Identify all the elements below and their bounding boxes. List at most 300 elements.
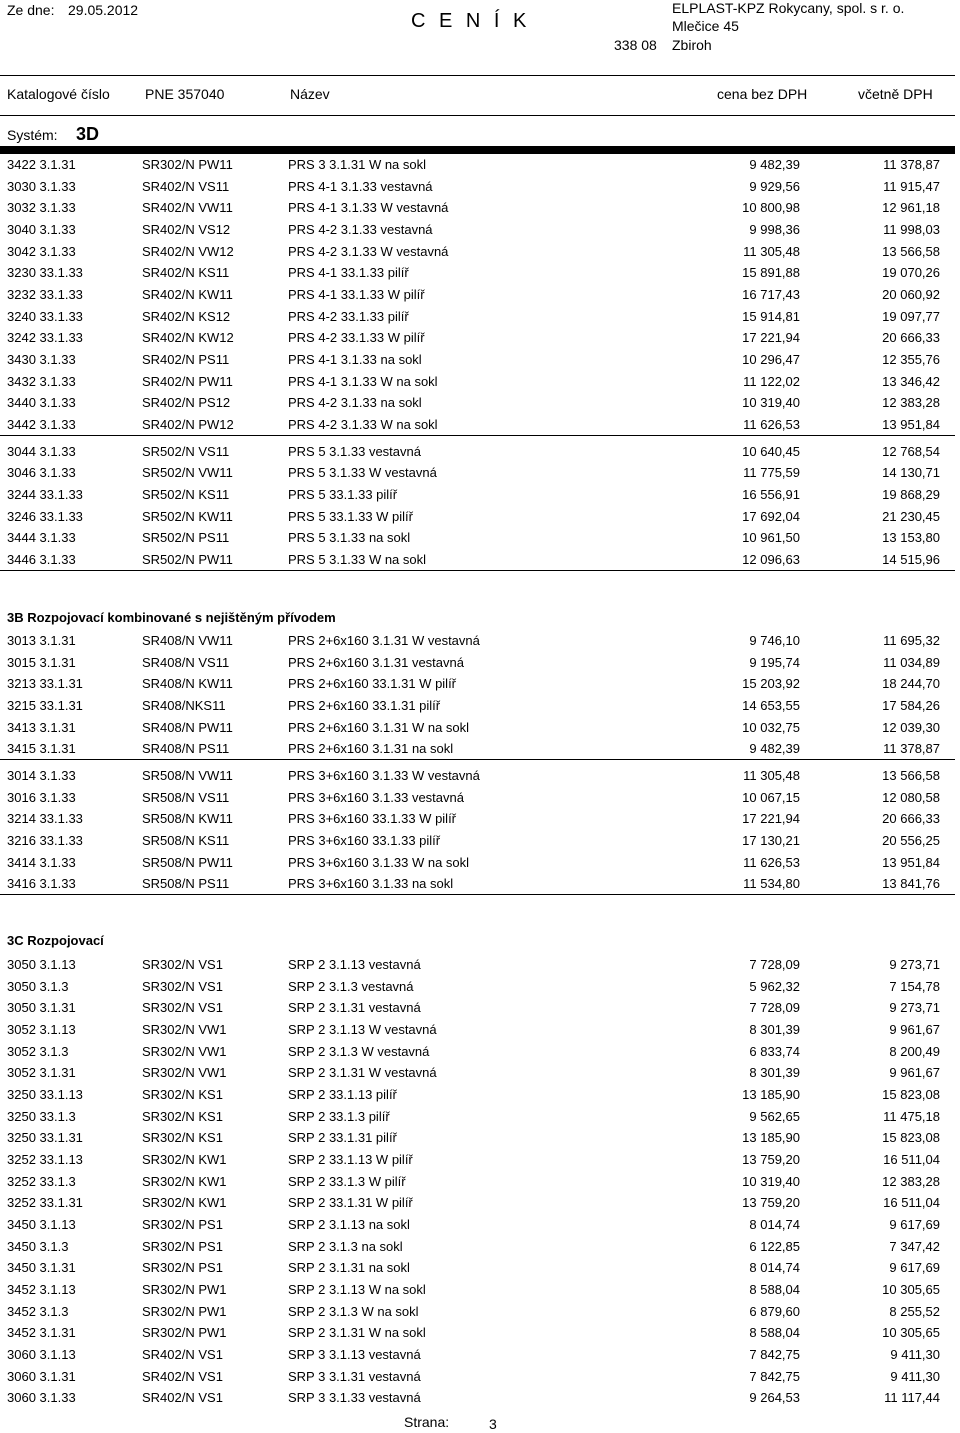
catalog-number: 3060 3.1.13 [7, 1346, 76, 1362]
price-net: 11 626,53 [743, 854, 800, 870]
catalog-number: 3213 33.1.31 [7, 676, 83, 692]
standard-code: SR508/N VS11 [142, 789, 230, 805]
price-net: 17 130,21 [742, 832, 800, 848]
catalog-number: 3440 3.1.33 [7, 395, 76, 411]
table-row [0, 1301, 955, 1322]
catalog-number: 3016 3.1.33 [7, 789, 76, 805]
price-vat: 12 080,58 [882, 789, 940, 805]
product-name: SRP 2 3.1.13 W vestavná [288, 1021, 437, 1037]
catalog-number: 3052 3.1.31 [7, 1065, 76, 1081]
price-vat: 20 556,25 [882, 832, 940, 848]
catalog-number: 3214 33.1.33 [7, 811, 83, 827]
catalog-number: 3050 3.1.31 [7, 1000, 76, 1016]
company-city: Zbiroh [672, 37, 712, 53]
catalog-number: 3044 3.1.33 [7, 443, 76, 459]
product-name: PRS 5 3.1.33 W vestavná [288, 465, 437, 481]
product-name: PRS 3+6x160 33.1.33 pilíř [288, 832, 441, 848]
standard-code: SR302/N PW1 [142, 1281, 227, 1297]
catalog-number: 3450 3.1.31 [7, 1260, 76, 1276]
table-row [0, 765, 955, 786]
price-net: 14 653,55 [742, 697, 800, 713]
price-net: 15 891,88 [742, 265, 800, 281]
product-name: PRS 3 3.1.31 W na sokl [288, 157, 427, 172]
catalog-number: 3050 3.1.3 [7, 978, 69, 994]
standard-code: SR402/N VW11 [142, 200, 233, 216]
table-row [0, 241, 955, 262]
table-row [0, 484, 955, 505]
standard-code: SR402/N VS12 [142, 221, 231, 237]
price-net: 10 961,50 [742, 530, 800, 546]
price-vat: 13 566,58 [882, 243, 940, 259]
price-net: 9 482,39 [749, 741, 800, 757]
product-name: SRP 2 33.1.3 pilíř [288, 1108, 390, 1124]
price-net: 13 759,20 [742, 1151, 800, 1167]
price-vat: 9 411,30 [890, 1346, 940, 1362]
price-vat: 9 411,30 [890, 1368, 940, 1384]
catalog-number: 3060 3.1.31 [7, 1368, 76, 1384]
catalog-number: 3252 33.1.3 [7, 1173, 76, 1189]
table-row [0, 1214, 955, 1235]
catalog-number: 3416 3.1.33 [7, 876, 76, 892]
standard-code: SR508/N PS11 [142, 876, 230, 892]
price-vat: 11 378,87 [883, 741, 940, 757]
standard-code: SR302/N KS1 [142, 1086, 223, 1102]
col-header-price-net: cena bez DPH [717, 86, 808, 102]
product-name: PRS 2+6x160 3.1.31 W vestavná [288, 633, 480, 648]
standard-code: SR408/NKS11 [142, 697, 226, 713]
table-row [0, 306, 955, 327]
price-vat: 11 475,18 [883, 1108, 940, 1124]
table-row [0, 1257, 955, 1278]
product-name: SRP 2 3.1.13 vestavná [288, 957, 421, 972]
page-label: Strana: [404, 1414, 450, 1430]
catalog-number: 3415 3.1.31 [7, 741, 76, 757]
standard-code: SR402/N KW12 [142, 330, 234, 346]
product-name: PRS 4-1 3.1.33 W vestavná [288, 200, 449, 216]
price-vat: 7 154,78 [889, 978, 940, 994]
standard-code: SR402/N PW12 [142, 416, 234, 432]
catalog-number: 3450 3.1.13 [7, 1216, 76, 1232]
product-name: PRS 3+6x160 3.1.33 vestavná [288, 789, 464, 805]
page-title: C E N Í K [411, 10, 531, 32]
standard-code: SR302/N PW11 [142, 157, 233, 172]
header-divider [0, 75, 955, 76]
table-row [0, 1149, 955, 1170]
standard-code: SR402/N KS11 [142, 265, 230, 281]
standard-code: SR408/N KW11 [142, 676, 233, 692]
price-net: 8 014,74 [749, 1216, 800, 1232]
standard-code: SR302/N VS1 [142, 1000, 223, 1016]
catalog-number: 3446 3.1.33 [7, 551, 76, 567]
price-net: 12 096,63 [742, 551, 800, 567]
standard-code: SR302/N PW1 [142, 1303, 227, 1319]
price-net: 15 203,92 [742, 676, 800, 692]
price-net: 10 067,15 [742, 789, 800, 805]
product-name: SRP 2 3.1.31 vestavná [288, 1000, 421, 1016]
product-name: SRP 2 33.1.13 W pilíř [288, 1151, 413, 1167]
catalog-number: 3250 33.1.13 [7, 1086, 83, 1102]
price-net: 9 929,56 [749, 178, 800, 194]
system-bar [0, 146, 955, 154]
price-net: 13 185,90 [742, 1086, 800, 1102]
product-name: SRP 2 3.1.31 W vestavná [288, 1065, 437, 1081]
price-net: 17 692,04 [742, 508, 800, 524]
standard-code: SR408/N PW11 [142, 719, 233, 735]
catalog-number: 3452 3.1.31 [7, 1325, 76, 1341]
product-name: SRP 2 33.1.31 pilíř [288, 1130, 397, 1146]
table-row [0, 852, 955, 873]
table-row [0, 462, 955, 483]
price-vat: 11 034,89 [883, 654, 940, 670]
price-vat: 8 255,52 [889, 1303, 940, 1319]
price-net: 9 746,10 [749, 633, 800, 648]
table-row [0, 997, 955, 1018]
table-row [0, 1387, 955, 1408]
product-name: SRP 3 3.1.13 vestavná [288, 1346, 421, 1362]
price-net: 11 122,02 [743, 373, 800, 389]
price-vat: 12 961,18 [882, 200, 940, 216]
standard-code: SR402/N VS1 [142, 1390, 223, 1406]
product-name: PRS 4-1 33.1.33 pilíř [288, 265, 409, 281]
table-row [0, 830, 955, 851]
price-vat: 16 511,04 [883, 1195, 940, 1211]
product-name: SRP 2 33.1.31 W pilíř [288, 1195, 413, 1211]
catalog-number: 3040 3.1.33 [7, 221, 76, 237]
catalog-number: 3242 33.1.33 [7, 330, 83, 346]
catalog-number: 3232 33.1.33 [7, 286, 83, 302]
price-net: 15 914,81 [742, 308, 800, 324]
standard-code: SR402/N PS12 [142, 395, 231, 411]
price-net: 8 014,74 [749, 1260, 800, 1276]
catalog-number: 3032 3.1.33 [7, 200, 76, 216]
catalog-number: 3052 3.1.3 [7, 1043, 69, 1059]
product-name: SRP 2 3.1.3 na sokl [288, 1238, 403, 1254]
standard-code: SR302/N KW1 [142, 1195, 227, 1211]
product-name: PRS 2+6x160 33.1.31 pilíř [288, 697, 441, 713]
col-header-catalog: Katalogové číslo [7, 86, 110, 102]
columns-divider [0, 115, 955, 116]
price-vat: 9 617,69 [889, 1216, 940, 1232]
product-name: PRS 5 3.1.33 na sokl [288, 530, 411, 546]
catalog-number: 3052 3.1.13 [7, 1021, 76, 1037]
table-row [0, 176, 955, 197]
standard-code: SR502/N KW11 [142, 508, 233, 524]
table-row [0, 327, 955, 348]
price-vat: 12 383,28 [882, 395, 940, 411]
table-row [0, 1062, 955, 1083]
price-vat: 12 768,54 [882, 443, 940, 459]
price-vat: 15 823,08 [882, 1086, 940, 1102]
table-row [0, 630, 955, 651]
price-net: 9 264,53 [749, 1390, 800, 1406]
price-net: 10 296,47 [742, 351, 800, 367]
product-name: SRP 2 33.1.3 W pilíř [288, 1173, 406, 1189]
catalog-number: 3014 3.1.33 [7, 767, 76, 783]
table-row [0, 371, 955, 392]
table-row [0, 441, 955, 462]
product-name: PRS 5 3.1.33 W na sokl [288, 551, 427, 567]
table-row [0, 1019, 955, 1040]
col-header-name: Název [290, 86, 330, 102]
price-vat: 14 515,96 [882, 551, 940, 567]
system-value: 3D [76, 124, 100, 144]
table-row [0, 1192, 955, 1213]
standard-code: SR402/N KS12 [142, 308, 231, 324]
catalog-number: 3246 33.1.33 [7, 508, 83, 524]
standard-code: SR508/N PW11 [142, 854, 233, 870]
price-net: 10 319,40 [742, 395, 800, 411]
price-vat: 13 841,76 [882, 876, 940, 892]
catalog-number: 3452 3.1.3 [7, 1303, 69, 1319]
standard-code: SR302/N PS1 [142, 1260, 223, 1276]
table-row [0, 392, 955, 413]
price-vat: 9 961,67 [889, 1065, 940, 1081]
date-value: 29.05.2012 [68, 2, 139, 18]
table-row [0, 262, 955, 283]
standard-code: SR302/N KS1 [142, 1130, 223, 1146]
price-vat: 9 273,71 [889, 1000, 940, 1016]
standard-code: SR402/N PS11 [142, 351, 230, 367]
product-name: PRS 4-2 3.1.33 W na sokl [288, 416, 438, 432]
price-vat: 13 951,84 [882, 854, 940, 870]
table-row [0, 197, 955, 218]
product-name: SRP 3 3.1.33 vestavná [288, 1390, 421, 1406]
product-name: PRS 4-1 3.1.33 na sokl [288, 351, 422, 367]
catalog-number: 3250 33.1.31 [7, 1130, 83, 1146]
catalog-number: 3244 33.1.33 [7, 486, 83, 502]
price-net: 11 305,48 [743, 767, 800, 783]
catalog-number: 3050 3.1.13 [7, 957, 76, 972]
price-vat: 11 915,47 [883, 178, 940, 194]
table-row [0, 1236, 955, 1257]
price-vat: 11 117,44 [884, 1390, 940, 1406]
catalog-number: 3042 3.1.33 [7, 243, 76, 259]
product-name: PRS 4-2 3.1.33 na sokl [288, 395, 422, 411]
section-title: 3C Rozpojovací [7, 933, 104, 948]
catalog-number: 3432 3.1.33 [7, 373, 76, 389]
product-name: PRS 3+6x160 3.1.33 W vestavná [288, 767, 480, 783]
price-vat: 13 951,84 [882, 416, 940, 432]
catalog-number: 3030 3.1.33 [7, 178, 76, 194]
product-name: SRP 2 3.1.31 na sokl [288, 1260, 410, 1276]
price-vat: 20 060,92 [882, 286, 940, 302]
date-label: Ze dne: [7, 2, 55, 18]
standard-code: SR508/N KW11 [142, 811, 233, 827]
standard-code: SR402/N VS1 [142, 1346, 223, 1362]
product-name: PRS 5 33.1.33 pilíř [288, 486, 398, 502]
product-name: PRS 2+6x160 3.1.31 W na sokl [288, 719, 470, 735]
catalog-number: 3450 3.1.3 [7, 1238, 69, 1254]
catalog-number: 3442 3.1.33 [7, 416, 76, 432]
table-row [0, 414, 955, 436]
product-name: SRP 2 33.1.13 pilíř [288, 1086, 397, 1102]
catalog-number: 3240 33.1.33 [7, 308, 83, 324]
product-name: PRS 4-1 3.1.33 vestavná [288, 178, 433, 194]
price-net: 7 728,09 [749, 957, 800, 972]
catalog-number: 3252 33.1.31 [7, 1195, 83, 1211]
table-row [0, 1366, 955, 1387]
table-row [0, 873, 955, 895]
price-vat: 11 695,32 [883, 633, 940, 648]
product-name: PRS 2+6x160 33.1.31 W pilíř [288, 676, 457, 692]
table-row [0, 549, 955, 571]
catalog-number: 3413 3.1.31 [7, 719, 76, 735]
price-vat: 12 383,28 [882, 1173, 940, 1189]
catalog-number: 3046 3.1.33 [7, 465, 76, 481]
standard-code: SR302/N PS1 [142, 1216, 223, 1232]
price-net: 13 759,20 [742, 1195, 800, 1211]
system-label: Systém: [7, 127, 58, 143]
product-name: SRP 2 3.1.3 W na sokl [288, 1303, 419, 1319]
table-row [0, 1106, 955, 1127]
table-row [0, 1084, 955, 1105]
standard-code: SR502/N KS11 [142, 486, 230, 502]
price-vat: 10 305,65 [882, 1281, 940, 1297]
catalog-number: 3422 3.1.31 [7, 157, 76, 172]
product-name: PRS 3+6x160 3.1.33 W na sokl [288, 854, 470, 870]
standard-code: SR502/N VW11 [142, 465, 233, 481]
table-row [0, 506, 955, 527]
col-header-standard: PNE 357040 [145, 86, 225, 102]
product-name: PRS 5 3.1.33 vestavná [288, 443, 421, 459]
section-title: 3B Rozpojovací kombinované s nejištěným přívodem [7, 610, 336, 625]
catalog-number: 3452 3.1.13 [7, 1281, 76, 1297]
table-row [0, 808, 955, 829]
product-name: PRS 2+6x160 3.1.31 na sokl [288, 741, 454, 757]
price-vat: 13 153,80 [882, 530, 940, 546]
price-vat: 13 346,42 [882, 373, 940, 389]
price-net: 7 842,75 [749, 1368, 800, 1384]
standard-code: SR302/N VW1 [142, 1021, 227, 1037]
catalog-number: 3430 3.1.33 [7, 351, 76, 367]
price-net: 7 842,75 [749, 1346, 800, 1362]
standard-code: SR302/N KW1 [142, 1173, 227, 1189]
page-number: 3 [489, 1416, 497, 1432]
price-net: 6 833,74 [749, 1043, 800, 1059]
price-net: 8 588,04 [749, 1281, 800, 1297]
product-name: SRP 2 3.1.31 W na sokl [288, 1325, 426, 1341]
price-net: 16 556,91 [742, 486, 800, 502]
price-net: 13 185,90 [742, 1130, 800, 1146]
price-net: 11 305,48 [743, 243, 800, 259]
price-net: 11 534,80 [743, 876, 800, 892]
standard-code: SR502/N PS11 [142, 530, 230, 546]
price-vat: 16 511,04 [883, 1151, 940, 1167]
price-net: 11 775,59 [743, 465, 800, 481]
price-net: 8 301,39 [749, 1065, 800, 1081]
price-vat: 20 666,33 [882, 811, 940, 827]
price-net: 10 319,40 [742, 1173, 800, 1189]
price-net: 17 221,94 [742, 330, 800, 346]
catalog-number: 3060 3.1.33 [7, 1390, 76, 1406]
standard-code: SR508/N VW11 [142, 767, 233, 783]
product-name: PRS 3+6x160 3.1.33 na sokl [288, 876, 454, 892]
table-row [0, 954, 955, 975]
price-net: 9 482,39 [749, 157, 800, 172]
product-name: SRP 3 3.1.31 vestavná [288, 1368, 421, 1384]
table-row [0, 976, 955, 997]
table-row [0, 154, 955, 175]
standard-code: SR508/N KS11 [142, 832, 230, 848]
price-net: 9 562,65 [749, 1108, 800, 1124]
catalog-number: 3015 3.1.31 [7, 654, 76, 670]
catalog-number: 3252 33.1.13 [7, 1151, 83, 1167]
catalog-number: 3444 3.1.33 [7, 530, 76, 546]
standard-code: SR402/N PW11 [142, 373, 233, 389]
standard-code: SR302/N KW1 [142, 1151, 227, 1167]
price-vat: 19 070,26 [882, 265, 940, 281]
standard-code: SR302/N VW1 [142, 1065, 227, 1081]
price-vat: 9 617,69 [889, 1260, 940, 1276]
table-row [0, 717, 955, 738]
catalog-number: 3230 33.1.33 [7, 265, 83, 281]
catalog-number: 3216 33.1.33 [7, 832, 83, 848]
standard-code: SR302/N KS1 [142, 1108, 223, 1124]
price-vat: 19 868,29 [882, 486, 940, 502]
price-vat: 20 666,33 [882, 330, 940, 346]
price-vat: 17 584,26 [882, 697, 940, 713]
standard-code: SR302/N PW1 [142, 1325, 227, 1341]
product-name: PRS 4-1 33.1.33 W pilíř [288, 286, 425, 302]
price-vat: 7 347,42 [889, 1238, 940, 1254]
price-net: 8 301,39 [749, 1021, 800, 1037]
table-row [0, 738, 955, 760]
standard-code: SR502/N PW11 [142, 551, 233, 567]
product-name: PRS 3+6x160 33.1.33 W pilíř [288, 811, 457, 827]
product-name: PRS 2+6x160 3.1.31 vestavná [288, 654, 464, 670]
product-name: PRS 5 33.1.33 W pilíř [288, 508, 413, 524]
catalog-number: 3414 3.1.33 [7, 854, 76, 870]
standard-code: SR302/N VW1 [142, 1043, 227, 1059]
price-net: 10 032,75 [742, 719, 800, 735]
price-vat: 12 355,76 [882, 351, 940, 367]
standard-code: SR402/N VS11 [142, 178, 230, 194]
catalog-number: 3215 33.1.31 [7, 697, 83, 713]
price-vat: 13 566,58 [882, 767, 940, 783]
table-row [0, 652, 955, 673]
product-name: PRS 4-2 33.1.33 W pilíř [288, 330, 425, 346]
price-vat: 21 230,45 [882, 508, 940, 524]
price-vat: 9 273,71 [889, 957, 940, 972]
table-row [0, 673, 955, 694]
price-vat: 11 998,03 [883, 221, 940, 237]
product-name: PRS 4-2 3.1.33 W vestavná [288, 243, 449, 259]
price-vat: 11 378,87 [883, 157, 940, 172]
product-name: SRP 2 3.1.13 na sokl [288, 1216, 410, 1232]
standard-code: SR402/N KW11 [142, 286, 233, 302]
table-row [0, 219, 955, 240]
price-net: 16 717,43 [742, 286, 800, 302]
price-vat: 14 130,71 [882, 465, 940, 481]
table-row [0, 284, 955, 305]
catalog-number: 3013 3.1.31 [7, 633, 76, 648]
table-row [0, 1041, 955, 1062]
price-net: 11 626,53 [743, 416, 800, 432]
price-net: 17 221,94 [742, 811, 800, 827]
price-net: 6 122,85 [749, 1238, 800, 1254]
table-row [0, 695, 955, 716]
standard-code: SR408/N VS11 [142, 654, 230, 670]
standard-code: SR302/N VS1 [142, 957, 223, 972]
table-row [0, 787, 955, 808]
col-header-price-vat: včetně DPH [858, 86, 933, 102]
table-row [0, 1344, 955, 1365]
standard-code: SR502/N VS11 [142, 443, 230, 459]
company-zip: 338 08 [614, 37, 657, 53]
price-vat: 19 097,77 [882, 308, 940, 324]
price-vat: 18 244,70 [882, 676, 940, 692]
table-row [0, 349, 955, 370]
